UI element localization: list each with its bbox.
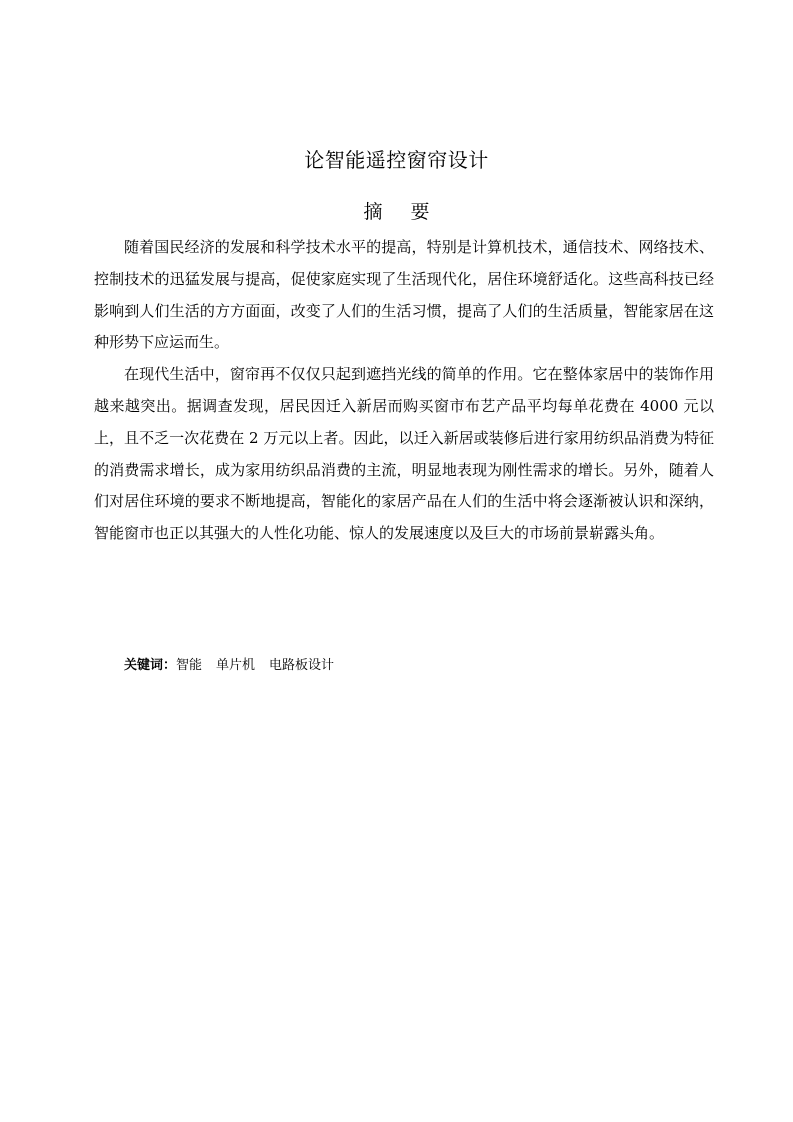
document-title: 论智能遥控窗帘设计 [304,148,489,172]
abstract-heading-right: 要 [410,201,430,223]
keyword-item-2: 单片机 [216,658,256,673]
keywords-line [124,655,348,677]
abstract-paragraph-1: 随着国民经济的发展和科学技术水平的提高，特别是计算机技术，通信技术、网络技术、控制技术的迅猛发展与提高，促使家庭实现了生活现代化，居住环境舒适化。这些高科技已经影响到人们生活的方方面面，改变了人们的生活习惯，提高了人们的生活质量，智能家居在这种形势下应运而生。 [94,238,714,352]
keyword-item-3: 电路板设计 [269,658,335,673]
abstract-heading [0,198,793,226]
abstract-heading-left: 摘 [363,201,383,223]
abstract-paragraph-2: 在现代生活中，窗帘再不仅仅只起到遮挡光线的简单的作用。它在整体家居中的装饰作用越来越突出。据调查发现，居民因迁入新居而购买窗市布艺产品平均每单花费在 4000 元以上，且不乏一次花费在 2 万元以上者。因此，以迁入新居或装修后进行家用纺织品消费为特征的消费需求增长，成为家用纺织品消费的主流，明显地表现为刚性需求的增长。另外，随着人们对居住环境的要求不断地提高，智能化的家居产品在人们的生活中将会逐渐被认识和深纳，智能窗市也正以其强大的人性化功能、惊人的发展速度以及巨大的市场前景崭露头角。 [94,365,714,543]
keywords-label: 关键词： [124,658,177,673]
keyword-item-1: 智能 [176,658,203,673]
abstract-body [94,232,714,550]
